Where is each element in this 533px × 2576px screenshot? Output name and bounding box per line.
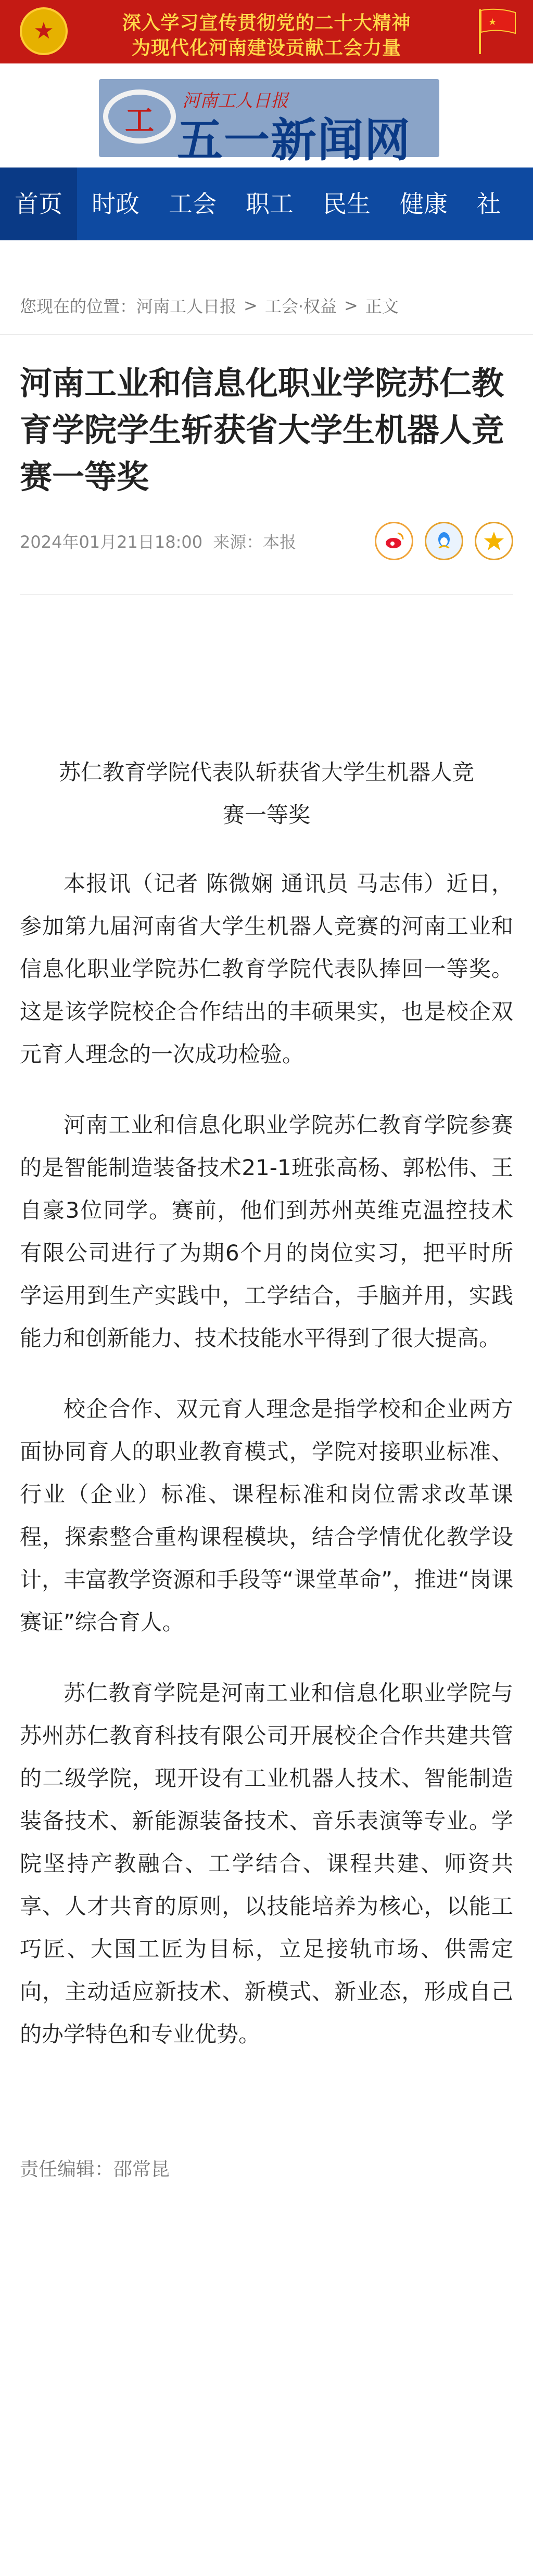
source-label: 来源：: [213, 532, 263, 552]
breadcrumb-item-current: 正文: [365, 297, 399, 316]
logo-site-name: 五一新闻网: [177, 113, 412, 167]
logo-newspaper-name: 河南工人日报: [182, 91, 288, 111]
nav-item-politics[interactable]: 时政: [92, 190, 139, 218]
logo-emblem: [103, 89, 176, 144]
qzone-icon[interactable]: [475, 522, 513, 560]
nav-item-workers[interactable]: 职工: [246, 190, 294, 218]
breadcrumb-item-category[interactable]: 工会·权益: [264, 297, 337, 316]
article-meta: [20, 515, 513, 567]
breadcrumb-separator: >: [244, 295, 258, 315]
banner-line-1: 深入学习宣传贯彻党的二十大精神: [122, 12, 411, 34]
article: [0, 360, 533, 2181]
breadcrumb-separator: >: [344, 295, 358, 315]
nav-item-livelihood[interactable]: 民生: [323, 190, 371, 218]
article-source: 本报: [263, 532, 297, 552]
article-paragraph: 苏仁教育学院是河南工业和信息化职业学院与苏州苏仁教育科技有限公司开展校企合作共建共管的二级学院，现开设有工业机器人技术、智能制造装备技术、新能源装备技术、音乐表演等专业。学院坚持产教融合、工学结合、课程共建、师资共享、人才共育的原则，以技能培养为核心，以能工巧匠、大国工匠为目标，立足接轨市场、供需定向，主动适应新技术、新模式、新业态，形成自己的办学特色和专业优势。: [20, 1680, 513, 2047]
editor-name: 邵常昆: [113, 2159, 170, 2180]
share-buttons: [375, 522, 513, 560]
nav-item-society[interactable]: 社: [477, 190, 501, 218]
editor-label: 责任编辑：: [20, 2159, 114, 2180]
breadcrumb-item-newspaper[interactable]: 河南工人日报: [136, 297, 237, 316]
nav-item-health[interactable]: 健康: [400, 190, 448, 218]
banner-line-2: 为现代化河南建设贡献工会力量: [131, 37, 401, 59]
meta-divider: [20, 594, 513, 595]
nav-item-home[interactable]: 首页: [0, 168, 77, 240]
article-subtitle: 苏仁教育学院代表队斩获省大学生机器人竞赛一等奖: [58, 759, 474, 828]
top-banner: [0, 0, 533, 63]
svg-text:★: ★: [488, 17, 497, 28]
breadcrumb-prefix: 您现在的位置：: [20, 297, 137, 316]
article-editor: [20, 2155, 513, 2181]
article-date: 2024年01月21日18:00: [20, 532, 203, 552]
logo-emblem-text: 工: [125, 104, 154, 138]
red-flag-icon: [477, 7, 517, 55]
qq-icon[interactable]: [425, 522, 463, 560]
site-logo-area: [0, 63, 533, 168]
nav-item-union[interactable]: 工会: [169, 190, 217, 218]
weibo-icon[interactable]: [375, 522, 413, 560]
article-paragraph: 本报讯（记者 陈微娴 通讯员 马志伟）近日，参加第九届河南省大学生机器人竞赛的河南工业和信息化职业学院苏仁教育学院代表队捧回一等奖。这是该学院校企合作结出的丰硕果实，也是校企双元育人理念的一次成功检验。: [20, 871, 513, 1067]
article-paragraph: 河南工业和信息化职业学院苏仁教育学院参赛的是智能制造装备技术21-1班张高杨、郭松伟、王自豪3位同学。赛前，他们到苏州英维克温控技术有限公司进行了为期6个月的岗位实习，把平时所学运用到生产实践中，工学结合，手脑并用，实践能力和创新能力、技术技能水平得到了很大提高。: [20, 1112, 513, 1351]
article-paragraph: 校企合作、双元育人理念是指学校和企业两方面协同育人的职业教育模式，学院对接职业标准、行业（企业）标准、课程标准和岗位需求改革课程，探索整合重构课程模块，结合学情优化教学设计，丰富教学资源和手段等“课堂革命”，推进“岗课赛证”综合育人。: [20, 1396, 513, 1635]
site-logo[interactable]: [99, 79, 439, 167]
main-nav: [0, 168, 533, 240]
breadcrumb: [0, 277, 533, 335]
article-title: 河南工业和信息化职业学院苏仁教育学院学生斩获省大学生机器人竞赛一等奖: [20, 364, 504, 496]
